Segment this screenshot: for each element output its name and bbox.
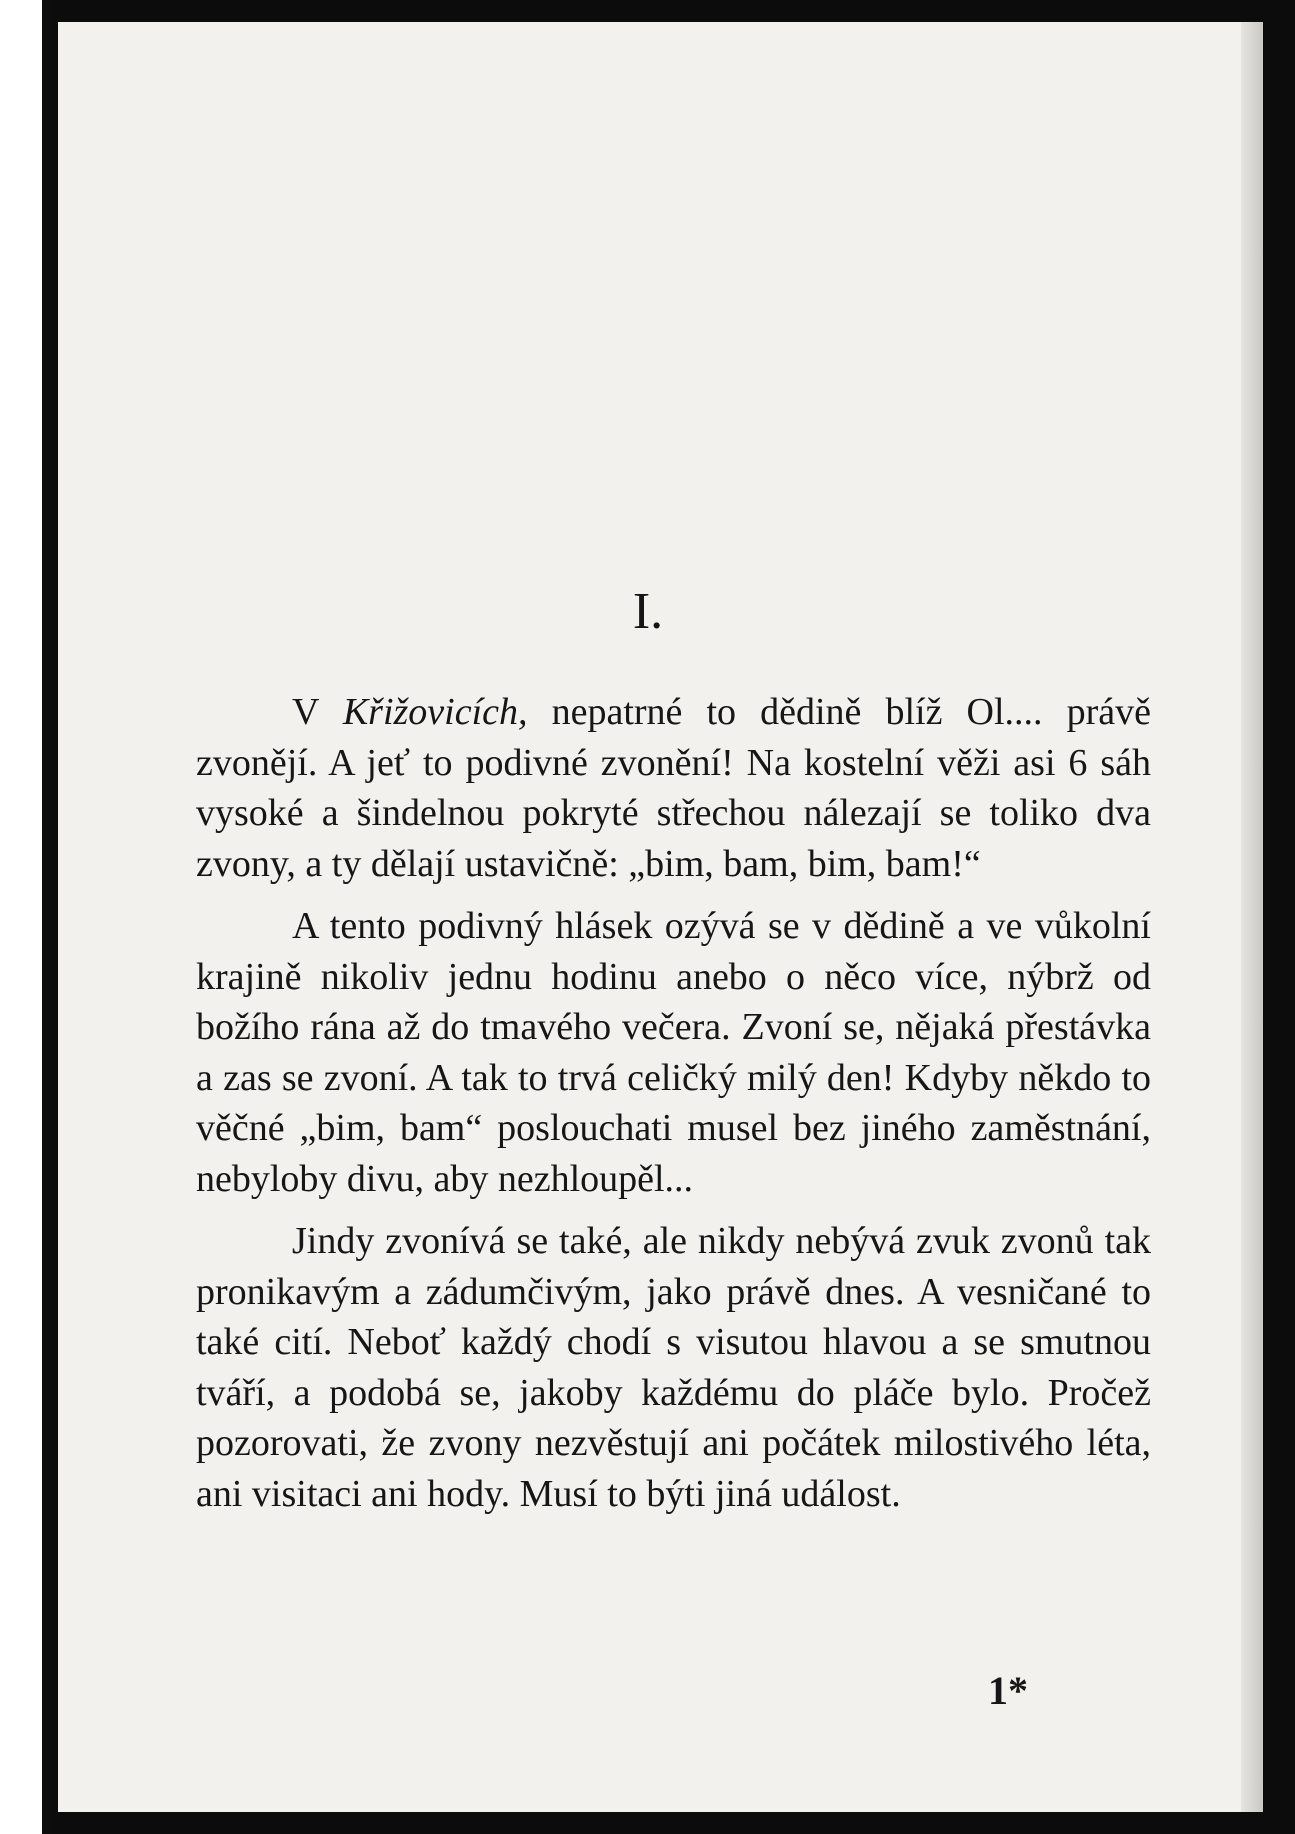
place-name-italic: Křižovicích, [342,691,528,733]
signature-mark: 1* [988,1668,1028,1713]
paragraph-1-text: nepatrné to dědině blíž Ol.... právě zvonějí. A jeť to podivné zvonění! Na kostelní věži asi 6 sáh vysoké a šindelnou pokryté střechou nálezají se toliko dva zvony, a ty dělají ustavičně: „bim, bam, bim, bam!“ [196,691,1151,885]
page-edge-shadow [1241,22,1263,1812]
chapter-number: I. [632,583,664,640]
paragraph-3: Jindy zvonívá se také, ale nikdy nebývá zvuk zvonů tak pronikavým a zádumčivým, jako právě dnes. A vesničané to také cití. Neboť každý chodí s visutou hlavou a se smutnou tváří, a podobá se, jakoby každému do pláče bylo. Pročež pozorovati, že zvony nezvěstují ani počátek milostivého léta, ani visitaci ani hody. Musí to býti jiná událost. [196,1220,1151,1515]
paragraph-1-lead: V [292,691,343,733]
paragraph-2: A tento podivný hlásek ozývá se v dědině a ve vůkolní krajině nikoliv jednu hodinu anebo o něco více, nýbrž od božího rána až do tmavého večera. Zvoní se, nějaká přestávka a zas se zvoní. A tak to trvá celičký milý den! Kdyby někdo to věčné „bim, bam“ poslouchati musel bez jiného zaměstnání, nebyloby divu, aby nezhloupěl... [196,905,1151,1200]
paragraph-1 [196,687,1151,889]
body-text [196,687,1151,1531]
scan-left-margin [0,0,52,1834]
book-page [58,22,1263,1812]
